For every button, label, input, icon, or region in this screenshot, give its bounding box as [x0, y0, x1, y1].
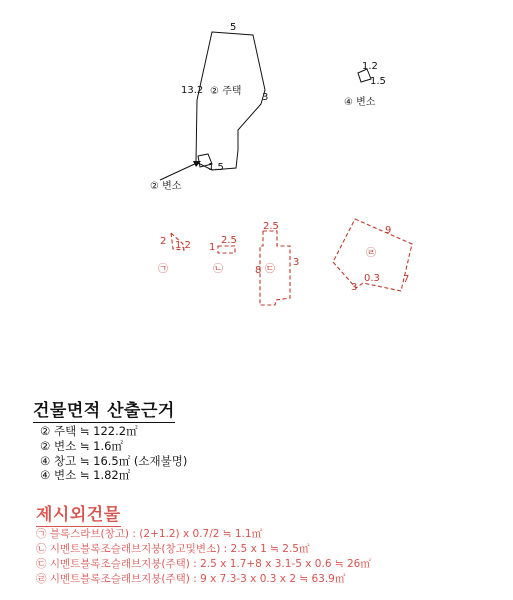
toilet-2-arrow-line — [160, 162, 199, 180]
extra-b-marker: ㉡ — [213, 264, 223, 275]
extra-b-outline — [218, 246, 235, 253]
extra-d-dim-top: 9 — [385, 225, 392, 236]
extra-d-marker: ㉣ — [366, 248, 376, 259]
extra-b-dim-2: 2.5 — [221, 235, 237, 246]
extra-c-dim-left: 8 — [255, 265, 262, 276]
area-calc-item: ② 변소 ≒ 1.6㎡ — [40, 438, 123, 453]
extra-d-dim-right: 7 — [403, 274, 410, 285]
toilet-2-dim: 1.5 — [208, 162, 224, 173]
area-calc-item: ② 주택 ≒ 122.2㎡ — [40, 424, 138, 438]
extra-c-dim-right: 3 — [293, 257, 300, 268]
toilet-4-name: ④ 변소 — [344, 97, 376, 108]
extra-c-dim-top: 2.5 — [263, 221, 279, 232]
extra-a-marker: ㉠ — [158, 264, 168, 275]
house-dim-left: 13.2 — [181, 85, 204, 96]
house-name: ② 주택 — [210, 86, 242, 97]
extra-building-item: ㉣ 시멘트블록조슬래브지붕(주택) : 9 x 7.3-3 x 0.3 x 2 ≒ 63.9㎡ — [36, 573, 346, 585]
extra-b-dim-1: 1 — [209, 242, 216, 253]
area-calc-item: ④ 창고 ≒ 16.5㎡ (소재불명) — [40, 453, 188, 468]
extra-c-marker: ㉢ — [265, 264, 275, 275]
toilet-4-dim-right: 1.5 — [370, 76, 386, 87]
extra-buildings-title: 제시외건물 — [36, 500, 121, 527]
house-outline — [196, 32, 265, 170]
extra-a-dim-2: 1.2 — [175, 240, 191, 251]
house-dim-top: 5 — [230, 22, 237, 33]
extra-building-item: ㉢ 시멘트블록조슬래브지붕(주택) : 2.5 x 1.7+8 x 3.1-5 x 0.6 ≒ 26㎡ — [36, 558, 371, 570]
toilet-2-name: ② 변소 — [150, 181, 182, 192]
extra-building-item: ㉡ 시멘트블록조슬래브지붕(창고및변소) : 2.5 x 1 ≒ 2.5㎡ — [36, 543, 310, 555]
toilet-4-dim-top: 1.2 — [362, 61, 378, 72]
area-calc-item: ④ 변소 ≒ 1.82㎡ — [40, 468, 131, 483]
area-calc-title: 건물면적 산출근거 — [33, 396, 175, 423]
area-calc-list — [40, 424, 187, 483]
extra-d-dim-bottom: 3 — [351, 282, 358, 293]
extra-building-item: ㉠ 블록스라브(창고) : (2+1.2) x 0.7/2 ≒ 1.1㎡ — [36, 528, 263, 540]
house-dim-right: 3 — [262, 92, 269, 103]
extra-d-dim-inner: 0.3 — [364, 273, 380, 284]
extra-buildings-list — [36, 527, 371, 587]
extra-a-dim-1: 2 — [160, 236, 167, 247]
